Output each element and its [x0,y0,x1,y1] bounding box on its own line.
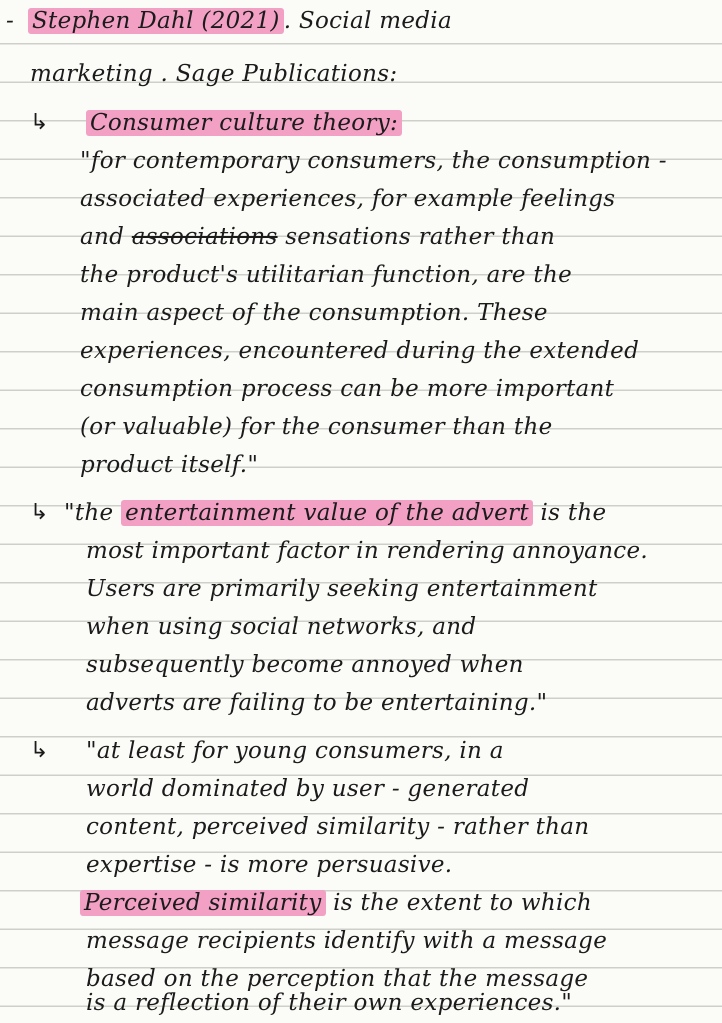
s2-line-2: most important factor in rendering annoyance. [86,538,649,564]
s1-line-8: (or valuable) for the consumer than the [80,414,553,440]
struck-word: associations [131,224,278,250]
citation-dash: - [6,8,15,34]
s2-line-1 [64,494,606,533]
s3-line-6: message recipients identify with a message [86,928,608,954]
heading-highlight: Consumer culture theory: [86,110,402,136]
s3-line-5-post: is the extent to which [333,890,592,916]
s2-line-6: adverts are failing to be entertaining." [86,690,548,716]
s1-line-4: the product's utilitarian function, are the [80,262,573,288]
citation-line-2: marketing . Sage Publications: [30,61,398,87]
curved-arrow-icon: ↳ [30,500,49,525]
s2-line-1-post: is the [540,500,607,526]
citation-line-1 [28,2,452,41]
s1-line-2: associated experiences, for example feelings [80,186,616,212]
s3-line-7: based on the perception that the message [86,966,589,992]
s1-line-9: product itself." [80,452,259,478]
s1-line-7: consumption process can be more important [80,376,615,402]
s1-line-1: "for contemporary consumers, the consumption - [80,148,667,174]
s2-line-3: Users are primarily seeking entertainment [86,576,598,602]
citation-title: . Social media [283,8,452,34]
s1-line-3 [80,218,555,257]
s1-line-6: experiences, encountered during the extended [80,338,640,364]
s3-line-4: expertise - is more persuasive. [86,852,453,878]
s3-line-1: "at least for young consumers, in a [86,738,504,764]
s1-line-3-pre: and [80,224,125,250]
curved-arrow-icon: ↳ [30,738,49,763]
s2-line-4: when using social networks, and [86,614,477,640]
curved-arrow-icon: ↳ [30,110,49,135]
s2-line-5: subsequently become annoyed when [86,652,524,678]
s3-line-3: content, perceived similarity - rather than [86,814,590,840]
author-highlight: Stephen Dahl (2021) [28,8,284,34]
s1-line-3-post: sensations rather than [285,224,556,250]
section-heading-consumer-culture [86,104,402,143]
s3-line-8: is a reflection of their own experiences." [86,990,573,1016]
s3-line-2: world dominated by user - generated [86,776,530,802]
s1-line-5: main aspect of the consumption. These [80,300,548,326]
s3-line-5 [80,884,592,923]
perceived-similarity-highlight: Perceived similarity [80,890,326,916]
entertainment-highlight: entertainment value of the advert [121,500,533,526]
s2-line-1-pre: "the [64,500,114,526]
